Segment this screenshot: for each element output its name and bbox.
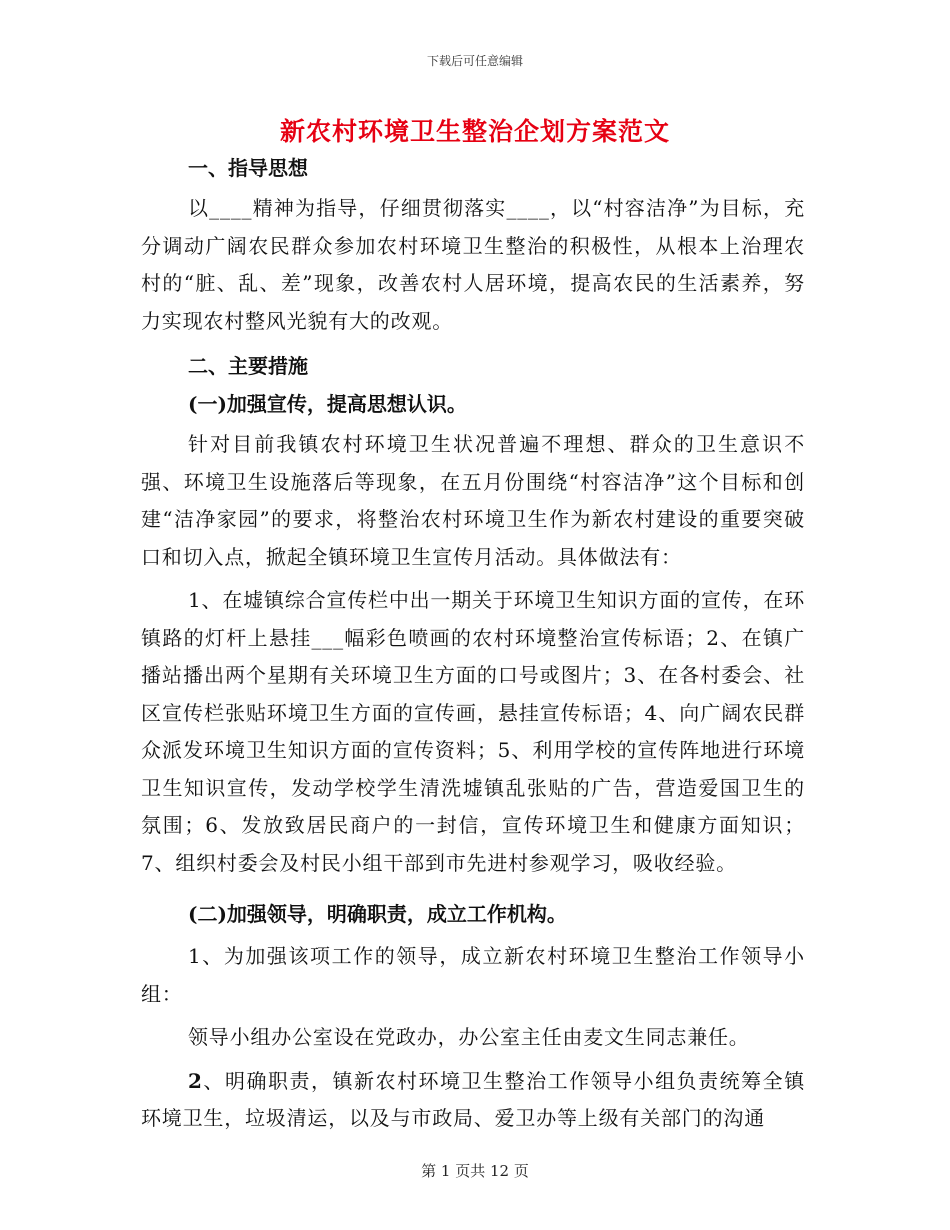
section-heading-main-measures: 二、主要措施 — [188, 354, 308, 378]
paragraph-guiding-principle: 以____精神为指导，仔细贯彻落实____，以“村容洁净”为目标，充分调动广阔农民群众参加农村环境卫生整治的积极性，从根本上治理农村的“脏、乱、差”现象，改善农村人居环境，提高农民的生活素养，努力实现农村整风光貌有大的改观。 — [141, 196, 805, 333]
paragraph-publicity-intro: 针对目前我镇农村环境卫生状况普遍不理想、群众的卫生意识不强、环境卫生设施落后等现象，在五月份围绕“村容洁净”这个目标和创建“洁净家园”的要求，将整治农村环境卫生作为新农村建设的重要突破口和切入点，掀起全镇环境卫生宣传月活动。具体做法有： — [141, 432, 805, 569]
section-heading-guiding-principle: 一、指导思想 — [188, 156, 308, 180]
paragraph-publicity-actions: 1、在墟镇综合宣传栏中出一期关于环境卫生知识方面的宣传，在环镇路的灯杆上悬挂___幅彩色喷画的农村环境整治宣传标语；2、在镇广播站播出两个星期有关环境卫生方面的口号或图片；3、在各村委会、社区宣传栏张贴环境卫生方面的宣传画，悬挂宣传标语；4、向广阔农民群众派发环境卫生知识方面的宣传资料；5、利用学校的宣传阵地进行环境卫生知识宣传，发动学校学生清洗墟镇乱张贴的广告，营造爱国卫生的氛围；6、发放致居民商户的一封信，宣传环境卫生和健康方面知识；7、组织村委会及村民小组干部到市先进村参观学习，吸收经验。 — [141, 588, 805, 875]
paragraph-leadership-office: 领导小组办公室设在党政办，办公室主任由麦文生同志兼任。 — [188, 1025, 750, 1049]
subsection-heading-publicity: (一)加强宣传，提高思想认识。 — [188, 392, 467, 416]
document-body — [141, 150, 805, 1138]
paragraph-leadership-duties — [141, 1063, 805, 1138]
duty-number: 2 — [188, 1068, 203, 1093]
document-title: 新农村环境卫生整治企划方案范文 — [279, 117, 670, 146]
header-note: 下载后可任意编辑 — [426, 54, 523, 68]
subsection-heading-leadership: (二)加强领导，明确职责，成立工作机构。 — [188, 902, 567, 926]
paragraph-leadership-group: 1、为加强该项工作的领导，成立新农村环境卫生整治工作领导小组： — [141, 944, 805, 1006]
page-footer: 第 1 页共 12 页 — [421, 1162, 529, 1180]
duty-text: 、明确职责，镇新农村环境卫生整治工作领导小组负责统筹全镇环境卫生，垃圾清运，以及与市政局、爱卫办等上级有关部门的沟通 — [141, 1068, 805, 1130]
